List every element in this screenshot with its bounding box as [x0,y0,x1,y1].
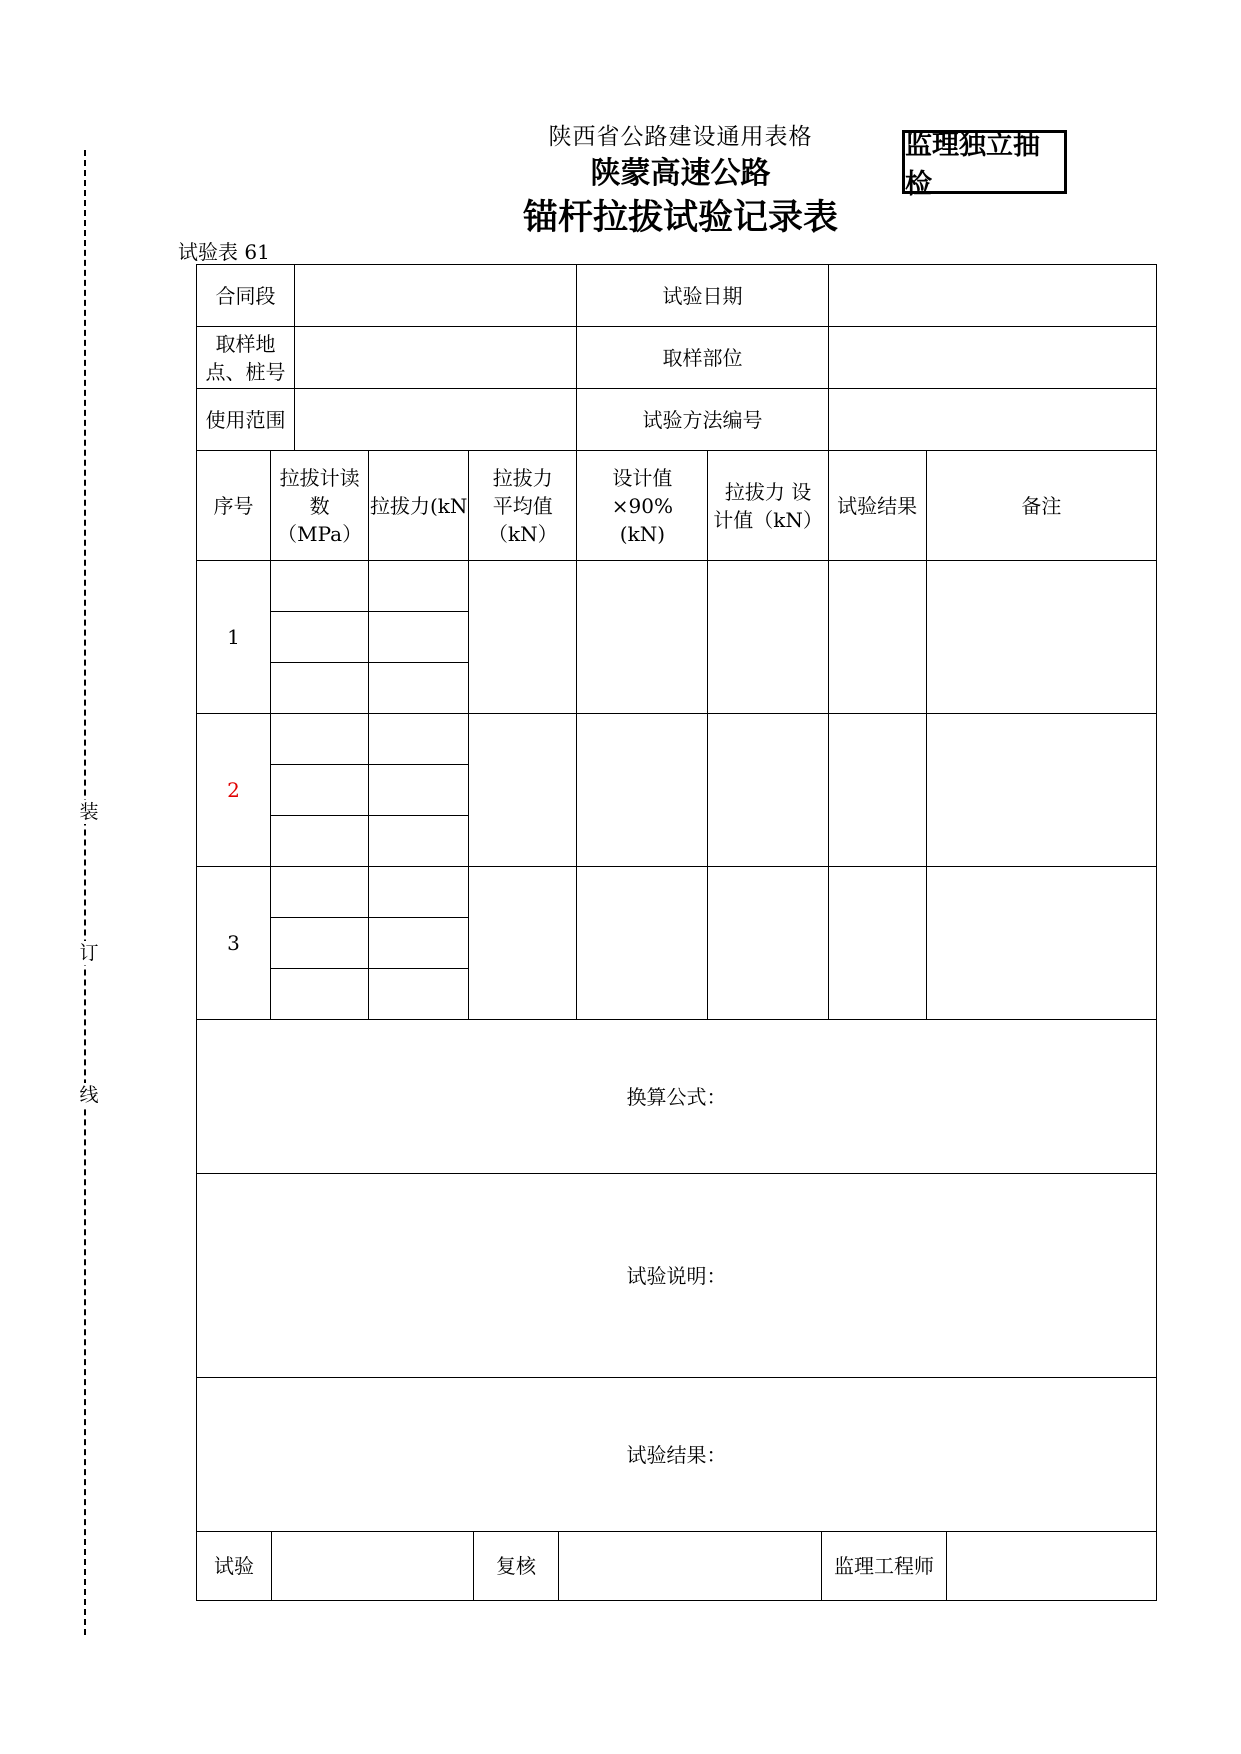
design-90-cell[interactable] [577,714,708,867]
result-cell[interactable] [828,867,926,1020]
formula-label: 换算公式： [626,1084,727,1109]
reviewer-field[interactable] [559,1532,822,1600]
formula-section[interactable] [197,1020,1157,1174]
remark-cell[interactable] [926,867,1156,1020]
col-reading-line2: （MPa） [277,521,363,546]
group-number: 1 [197,561,271,714]
col-average-line3: （kN） [487,521,558,546]
reading-cell[interactable] [271,612,369,663]
col-reading-line1: 拉拔计读数 [279,465,360,518]
design-90-cell[interactable] [577,867,708,1020]
reading-cell[interactable] [271,867,369,918]
header-general: 陕西省公路建设通用表格 [548,124,813,150]
supervisor-label: 监理工程师 [822,1532,947,1600]
col-average [469,451,577,561]
binding-dashed-line [84,150,86,1635]
force-cell[interactable] [369,663,469,714]
explain-section[interactable] [197,1174,1157,1378]
col-result: 试验结果 [828,451,926,561]
signature-row [197,1532,1157,1601]
force-cell[interactable] [369,816,469,867]
col-seq: 序号 [197,451,271,561]
record-table [196,264,1157,1601]
force-cell[interactable] [369,612,469,663]
force-cell[interactable] [369,867,469,918]
binding-char-zhuang: 装 [77,800,101,824]
force-cell[interactable] [369,969,469,1020]
col-remark: 备注 [926,451,1156,561]
group-number: 2 [197,714,271,867]
reading-cell[interactable] [271,918,369,969]
group-number: 3 [197,867,271,1020]
sampling-part-label: 取样部位 [577,327,828,389]
usage-scope-field[interactable] [295,389,577,451]
col-design-90-line2: ×90% [611,493,674,518]
reading-cell[interactable] [271,765,369,816]
remark-cell[interactable] [926,714,1156,867]
force-cell[interactable] [369,561,469,612]
test-method-field[interactable] [828,389,1156,451]
col-design-90-line1: 设计值 [612,465,673,490]
supervisor-field[interactable] [947,1532,1157,1600]
average-cell[interactable] [469,714,577,867]
page-title: 锚杆拉拔试验记录表 [522,198,838,238]
design-cell[interactable] [708,867,828,1020]
explain-label: 试验说明： [626,1263,727,1288]
binding-char-xian: 线 [77,1083,101,1107]
result-section[interactable] [197,1378,1157,1532]
test-date-field[interactable] [828,265,1156,327]
contract-field[interactable] [295,265,577,327]
col-reading [271,451,369,561]
design-cell[interactable] [708,561,828,714]
result-cell[interactable] [828,714,926,867]
col-average-line1: 拉拔力 [492,465,553,490]
header-project: 陕蒙高速公路 [590,156,771,191]
reading-cell[interactable] [271,714,369,765]
reviewer-label: 复核 [474,1532,559,1600]
col-force: 拉拔力(kN [369,451,469,561]
result-cell[interactable] [828,561,926,714]
sampling-part-field[interactable] [828,327,1156,389]
result-label: 试验结果： [626,1442,727,1467]
tester-field[interactable] [272,1532,474,1600]
col-design-90-line3: (kN) [619,521,666,546]
usage-scope-label: 使用范围 [197,389,295,451]
contract-label: 合同段 [197,265,295,327]
col-design [708,451,828,561]
reading-cell[interactable] [271,561,369,612]
remark-cell[interactable] [926,561,1156,714]
reading-cell[interactable] [271,663,369,714]
test-method-label: 试验方法编号 [577,389,828,451]
sampling-location-label: 取样地点、桩号 [197,327,295,389]
design-90-cell[interactable] [577,561,708,714]
signature-table [197,1532,1156,1600]
force-cell[interactable] [369,714,469,765]
average-cell[interactable] [469,867,577,1020]
force-cell[interactable] [369,918,469,969]
col-average-line2: 平均值 [492,493,553,518]
col-design-90 [577,451,708,561]
reading-cell[interactable] [271,969,369,1020]
col-design-line2: 计值（kN） [713,507,823,532]
reading-cell[interactable] [271,816,369,867]
sampling-location-field[interactable] [295,327,577,389]
supervision-stamp: 监理独立抽检 [902,130,1067,194]
col-design-line1: 拉拔力 设 [724,479,812,504]
design-cell[interactable] [708,714,828,867]
force-cell[interactable] [369,765,469,816]
average-cell[interactable] [469,561,577,714]
form-number: 试验表 61 [178,240,270,264]
binding-char-ding: 订 [77,941,101,965]
test-date-label: 试验日期 [577,265,828,327]
tester-label: 试验 [197,1532,272,1600]
